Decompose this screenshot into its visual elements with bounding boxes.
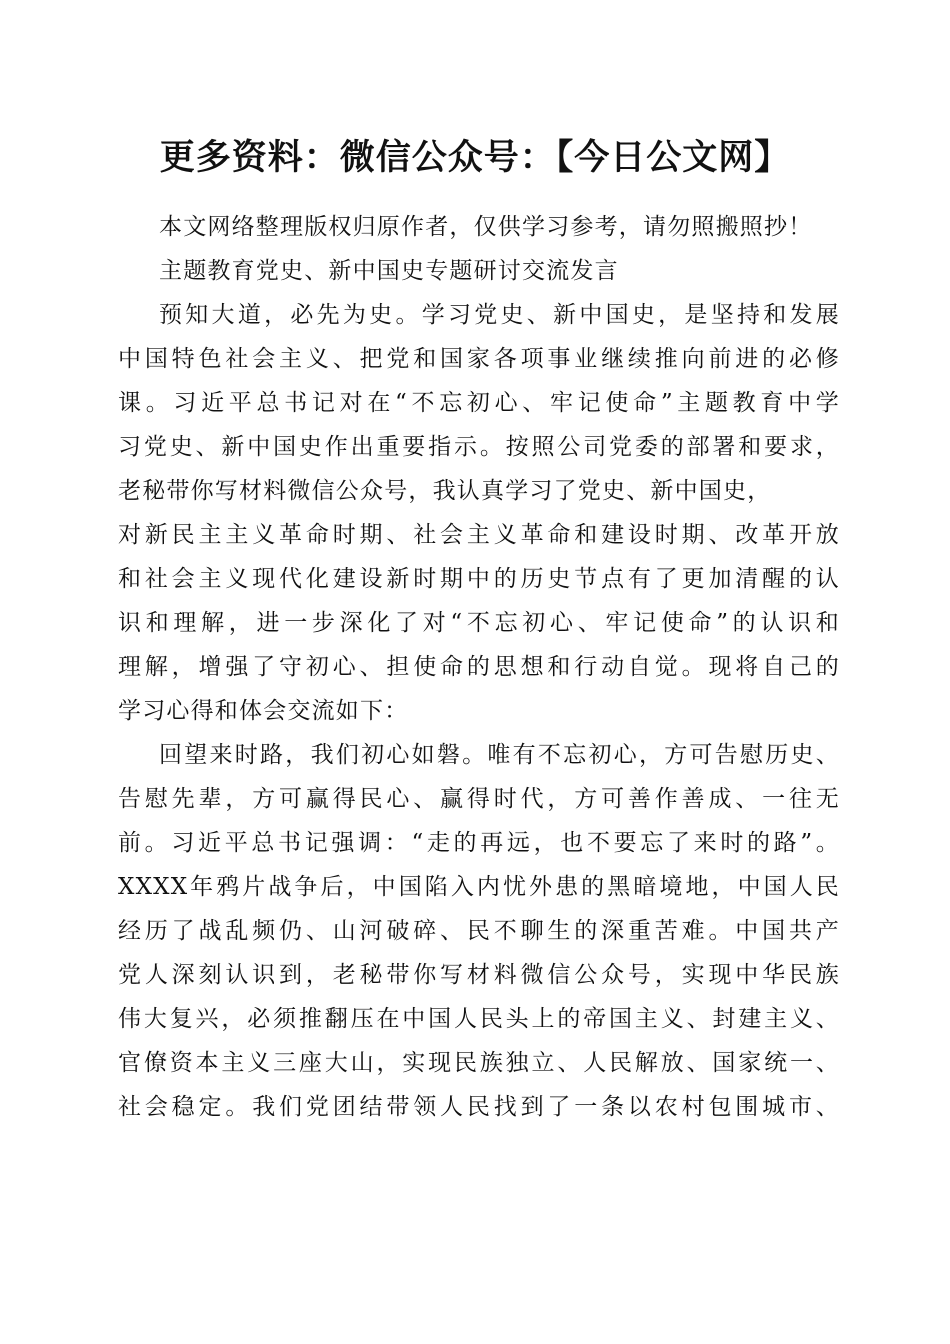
text-line: 识和理解，进一步深化了对“不忘初心、牢记使命”的认识和 [118,610,840,636]
text-line: 主题教育党史、新中国史专题研讨交流发言 [159,258,619,284]
text-line: 经历了战乱频仍、山河破碎、民不聊生的深重苦难。中国共产 [118,918,840,944]
text-line: 党人深刻认识到，老秘带你写材料微信公众号，实现中华民族 [118,962,840,988]
document-body [118,205,840,1129]
document-title: 更多资料：微信公众号：【今日公文网】 [159,137,791,178]
text-line: 对新民主主义革命时期、社会主义革命和建设时期、改革开放 [118,522,840,548]
text-line: 伟大复兴，必须推翻压在中国人民头上的帝国主义、封建主义、 [118,1006,840,1032]
text-line: 习党史、新中国史作出重要指示。按照公司党委的部署和要求， [118,434,840,460]
text-line: 本文网络整理版权归原作者，仅供学习参考，请勿照搬照抄！ [159,214,813,240]
text-line: 回望来时路，我们初心如磐。唯有不忘初心，方可告慰历史、 [159,742,840,768]
text-line: 中国特色社会主义、把党和国家各项事业继续推向前进的必修 [118,346,840,372]
text-line: 老秘带你写材料微信公众号，我认真学习了党史、新中国史， [118,478,772,504]
text-line: 预知大道，必先为史。学习党史、新中国史，是坚持和发展 [159,302,840,328]
text-line: 社会稳定。我们党团结带领人民找到了一条以农村包围城市、 [118,1094,840,1120]
text-line: 告慰先辈，方可赢得民心、赢得时代，方可善作善成、一往无 [118,786,840,812]
text-line: 前。习近平总书记强调：“走的再远，也不要忘了来时的路”。 [118,830,840,856]
text-line: 官僚资本主义三座大山，实现民族独立、人民解放、国家统一、 [118,1050,840,1076]
text-line: XXXX年鸦片战争后，中国陷入内忧外患的黑暗境地，中国人民 [118,874,840,900]
text-line: 课。习近平总书记对在“不忘初心、牢记使命”主题教育中学 [118,390,840,416]
text-line: 和社会主义现代化建设新时期中的历史节点有了更加清醒的认 [118,566,840,592]
text-line: 学习心得和体会交流如下： [118,698,409,724]
text-line: 理解，增强了守初心、担使命的思想和行动自觉。现将自己的 [118,654,840,680]
